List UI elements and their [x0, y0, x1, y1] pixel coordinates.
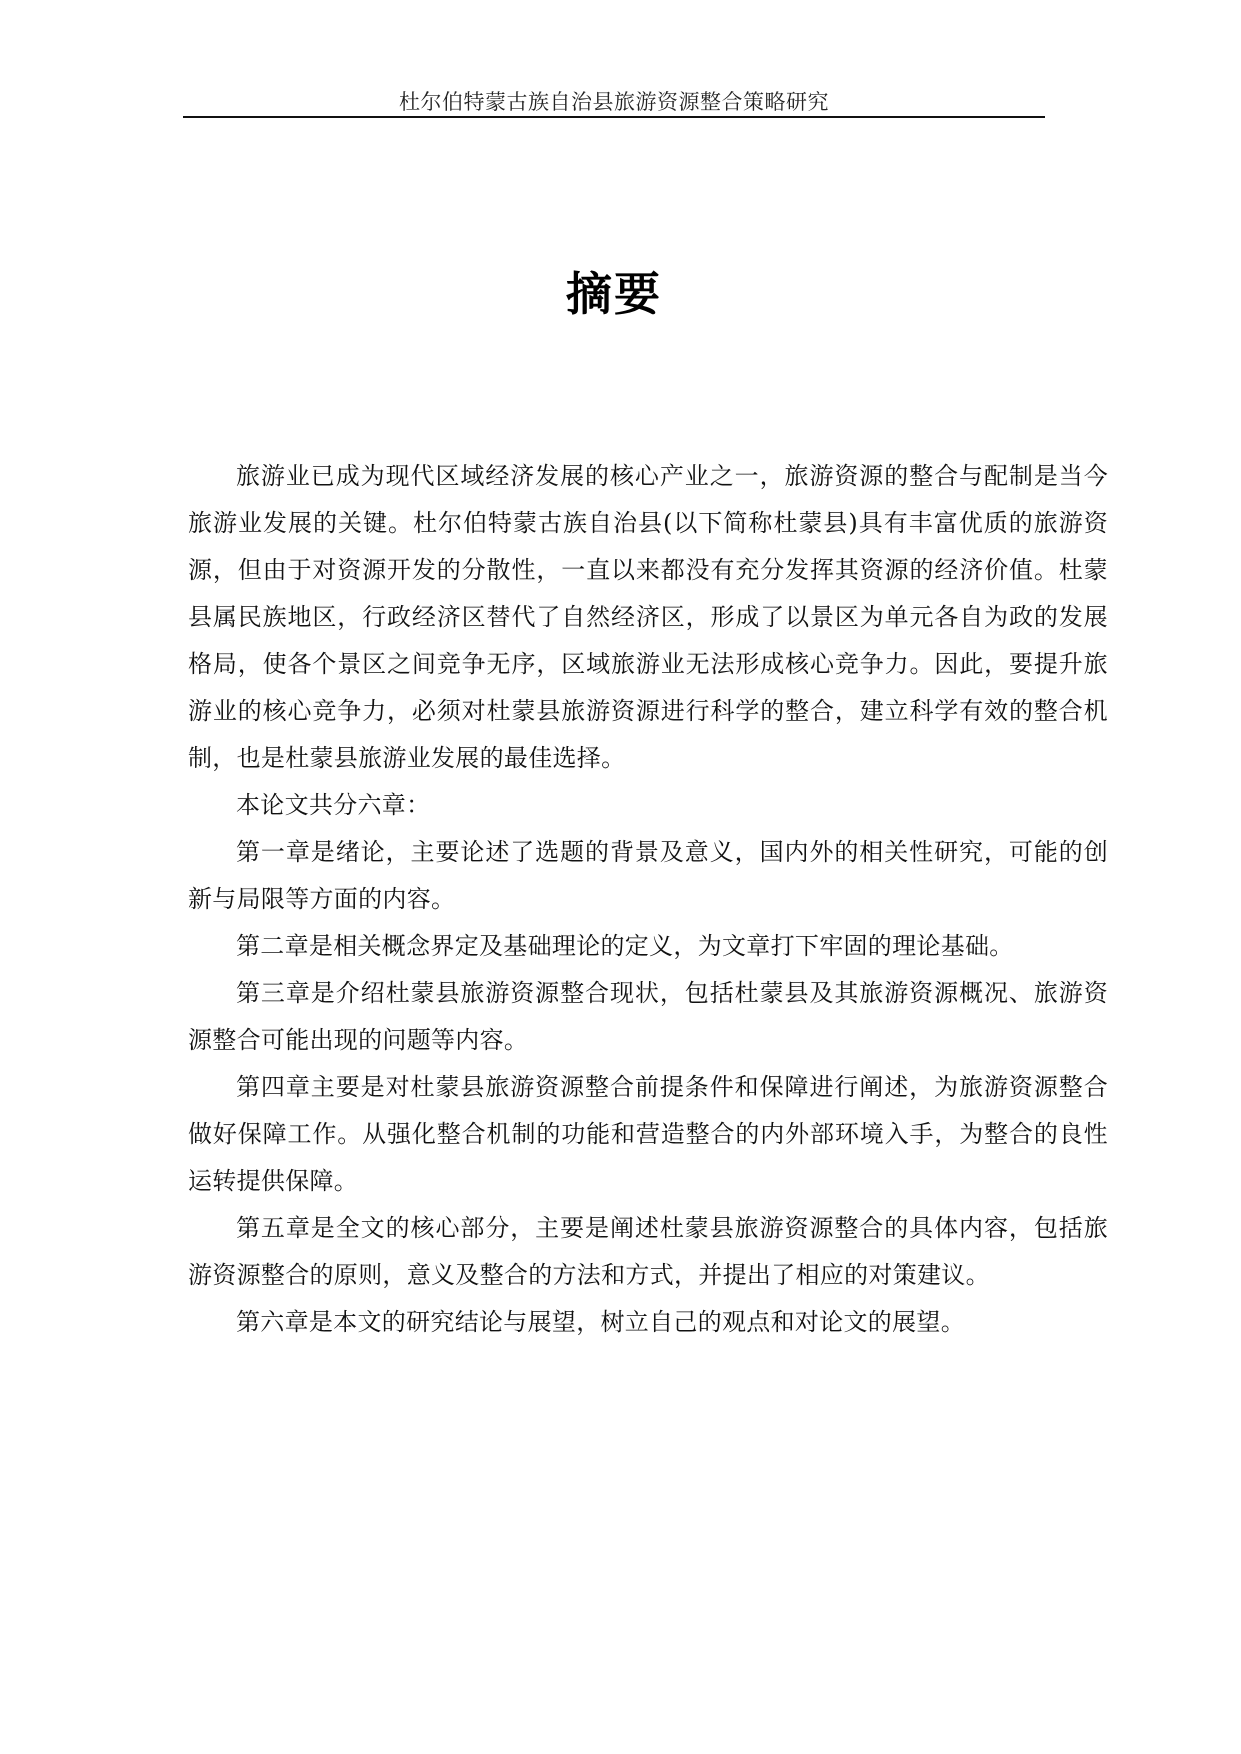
abstract-title: 摘要 [566, 267, 662, 321]
running-header: 杜尔伯特蒙古族自治县旅游资源整合策略研究 [399, 90, 829, 114]
header-rule [183, 116, 1045, 118]
chapter-3-summary: 第三章是介绍杜蒙县旅游资源整合现状，包括杜蒙县及其旅游资源概况、旅游资源整合可能出现的问题等内容。 [188, 979, 1108, 1054]
chapter-4-summary: 第四章主要是对杜蒙县旅游资源整合前提条件和保障进行阐述，为旅游资源整合做好保障工作。从强化整合机制的功能和营造整合的内外部环境入手，为整合的良性运转提供保障。 [188, 1073, 1108, 1195]
abstract-body [188, 453, 1108, 1346]
chapter-2-summary: 第二章是相关概念界定及基础理论的定义，为文章打下牢固的理论基础。 [236, 932, 1014, 960]
chapter-6-summary: 第六章是本文的研究结论与展望，树立自己的观点和对论文的展望。 [236, 1308, 965, 1336]
chapter-overview: 本论文共分六章： [236, 791, 431, 819]
abstract-paragraph: 旅游业已成为现代区域经济发展的核心产业之一，旅游资源的整合与配制是当今旅游业发展的关键。杜尔伯特蒙古族自治县(以下简称杜蒙县)具有丰富优质的旅游资源，但由于对资源开发的分散性，一直以来都没有充分发挥其资源的经济价值。杜蒙县属民族地区，行政经济区替代了自然经济区，形成了以景区为单元各自为政的发展格局，使各个景区之间竞争无序，区域旅游业无法形成核心竞争力。因此，要提升旅游业的核心竞争力，必须对杜蒙县旅游资源进行科学的整合，建立科学有效的整合机制，也是杜蒙县旅游业发展的最佳选择。 [188, 462, 1108, 772]
chapter-1-summary: 第一章是绪论，主要论述了选题的背景及意义，国内外的相关性研究，可能的创新与局限等方面的内容。 [188, 838, 1108, 913]
chapter-5-summary: 第五章是全文的核心部分，主要是阐述杜蒙县旅游资源整合的具体内容，包括旅游资源整合的原则，意义及整合的方法和方式，并提出了相应的对策建议。 [188, 1214, 1108, 1289]
